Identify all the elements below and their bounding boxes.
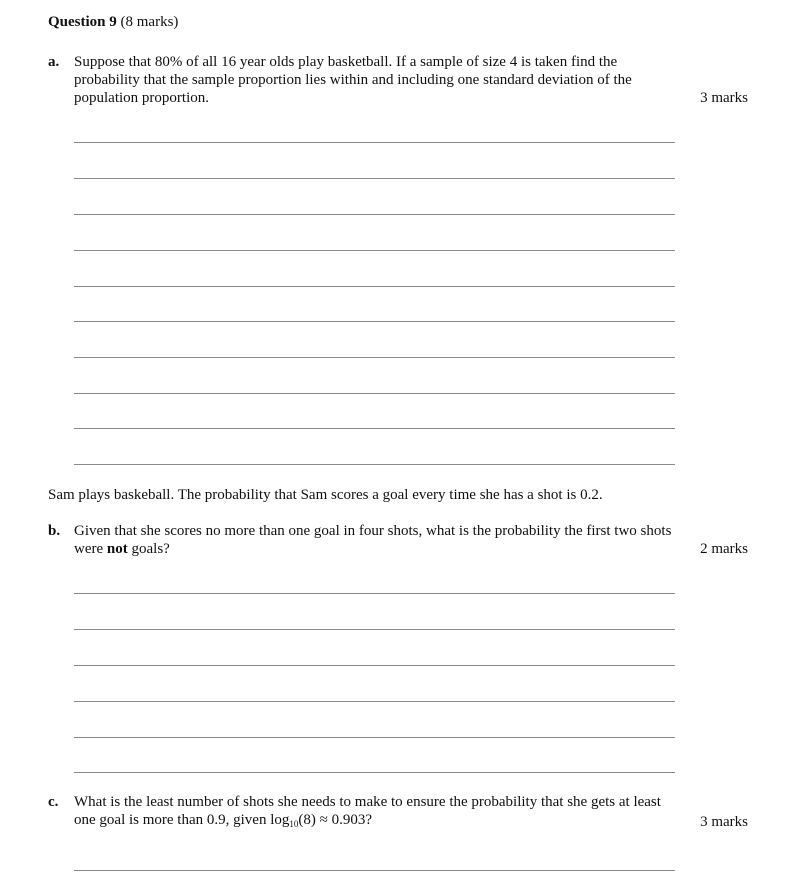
part-b-text-before: Given that she scores no more than one goal in four shots, what is the probability the first two shots were	[74, 523, 672, 557]
part-a-question-text: Suppose that 80% of all 16 year olds play basketball. If a sample of size 4 is taken find the probability that the sample proportion lies within and including one standard deviation of the population proportion.	[74, 54, 632, 106]
question-total-marks: (8 marks)	[120, 14, 179, 30]
log-argument: (8)	[298, 812, 316, 828]
answer-line[interactable]	[74, 142, 675, 143]
answer-line[interactable]	[74, 428, 675, 429]
answer-line[interactable]	[74, 393, 675, 394]
answer-line[interactable]	[74, 665, 675, 666]
answer-line[interactable]	[74, 870, 675, 871]
log-value: 0.903	[331, 812, 366, 828]
answer-line[interactable]	[74, 701, 675, 702]
part-b-marks: 2 marks	[700, 541, 748, 557]
part-b-text-after: goals?	[127, 541, 170, 557]
answer-line[interactable]	[74, 629, 675, 630]
answer-line[interactable]	[74, 772, 675, 773]
answer-line[interactable]	[74, 737, 675, 738]
question-label: Question 9	[48, 14, 117, 30]
answer-line[interactable]	[74, 286, 675, 287]
log-base: 10	[289, 819, 299, 829]
part-c-question-text	[74, 793, 679, 829]
answer-line[interactable]	[74, 464, 675, 465]
part-a-letter: a.	[48, 54, 60, 70]
part-c-marks: 3 marks	[700, 814, 748, 830]
log-function: log	[270, 812, 290, 828]
part-b-letter: b.	[48, 523, 61, 539]
answer-line[interactable]	[74, 321, 675, 322]
answer-line[interactable]	[74, 593, 675, 594]
part-c-letter: c.	[48, 794, 59, 810]
part-b-emphasis: not	[106, 541, 128, 557]
answer-line[interactable]	[74, 250, 675, 251]
question-header	[48, 13, 178, 31]
part-a-marks: 3 marks	[700, 90, 748, 106]
answer-line[interactable]	[74, 178, 675, 179]
answer-line[interactable]	[74, 357, 675, 358]
answer-line[interactable]	[74, 214, 675, 215]
part-c-text: What is the least number of shots she needs to make to ensure the probability that she gets at least one goal is more than 0.9, given	[74, 794, 661, 828]
question-mark: ?	[365, 812, 373, 828]
context-text: Sam plays baskeball. The probability that Sam scores a goal every time she has a shot is 0.2.	[48, 487, 603, 503]
approx-symbol: ≈	[319, 812, 328, 828]
part-b-question-text	[74, 522, 679, 558]
log-expression	[270, 812, 372, 828]
